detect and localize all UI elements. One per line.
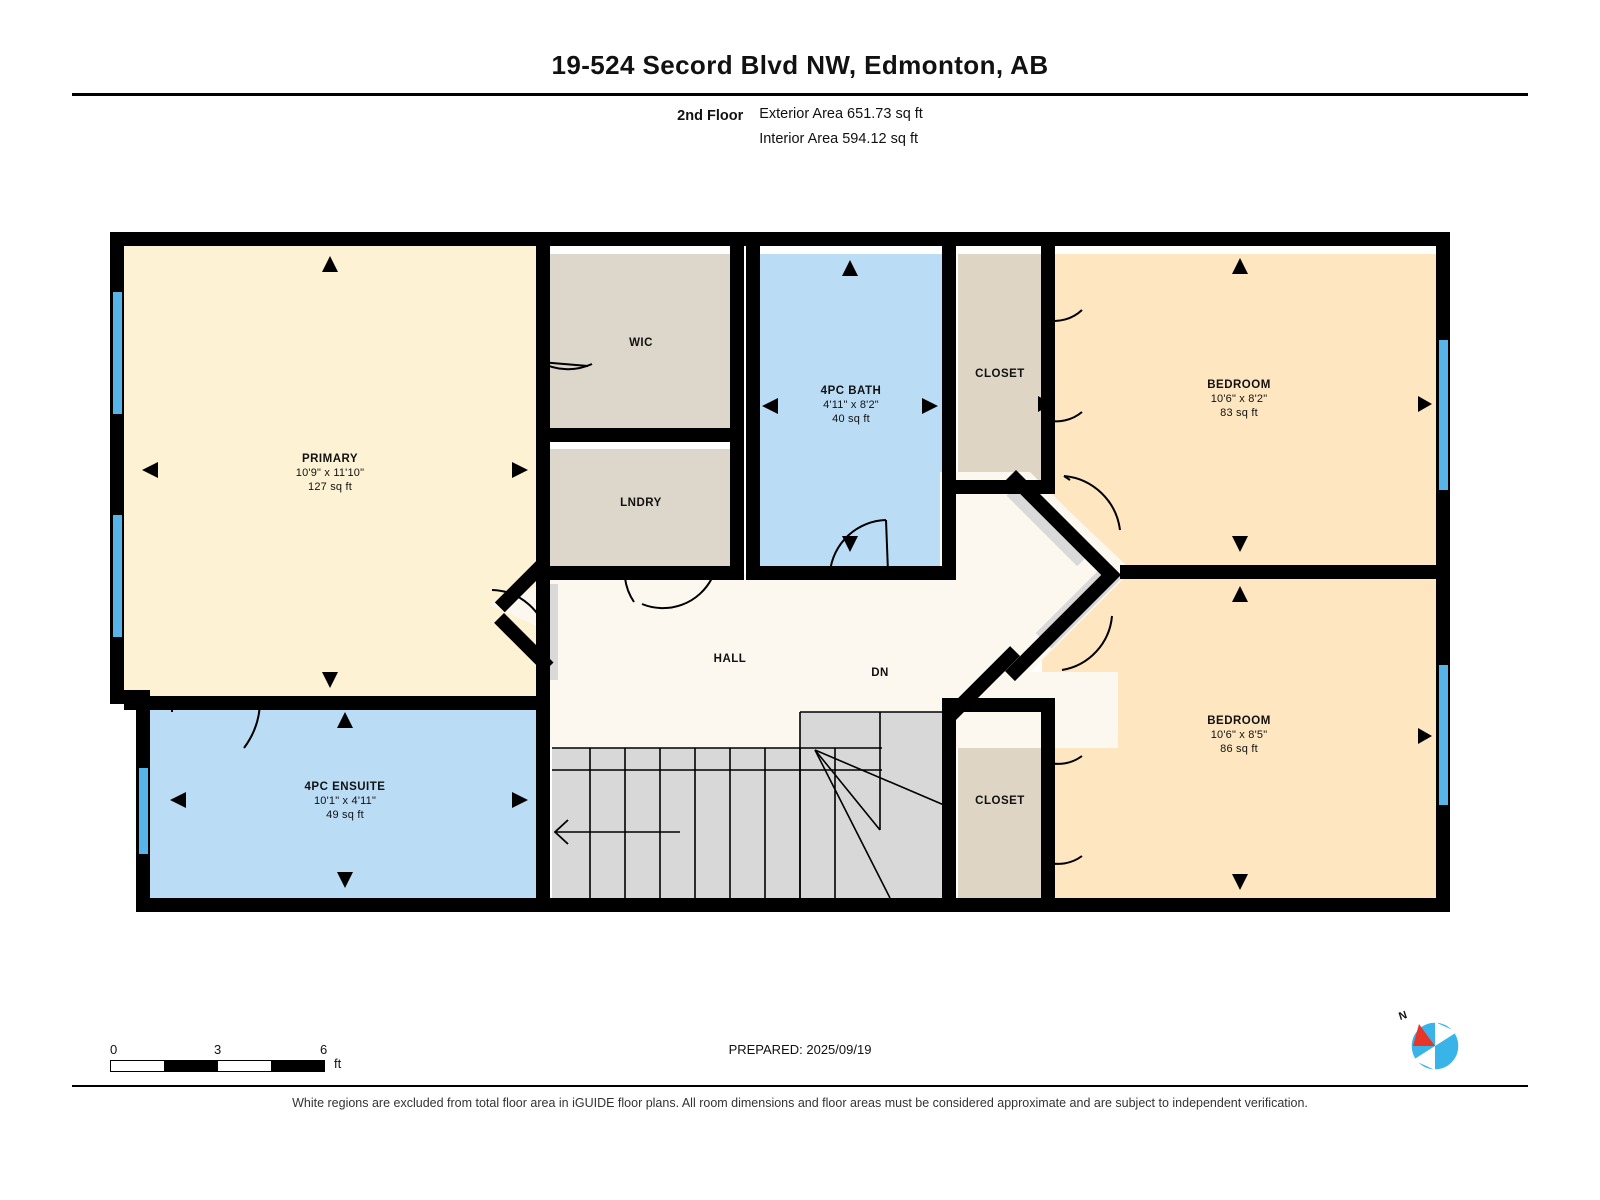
label-ensuite [270, 780, 420, 822]
label-primary-dim: 10'9" x 11'10" [295, 467, 365, 479]
label-hall-name: HALL [713, 653, 747, 665]
page-title: 19-524 Secord Blvd NW, Edmonton, AB [551, 50, 1049, 80]
label-bedroom-lower [1164, 714, 1314, 756]
label-hall [655, 652, 805, 666]
label-closet-lower [925, 794, 1075, 808]
label-stairs-direction [805, 666, 955, 680]
compass-rose [1395, 1010, 1475, 1072]
label-bedroom-upper-dim: 10'6" x 8'2" [1210, 393, 1268, 405]
label-bath-name: 4PC BATH [820, 385, 882, 397]
prepared-date: PREPARED: 2025/09/19 [728, 1042, 872, 1057]
label-lndry-name: LNDRY [620, 497, 662, 509]
disclaimer-text: White regions are excluded from total floor area in iGUIDE floor plans. All room dimensions and floor areas must be considered approximate and are subject to independent verification. [292, 1096, 1308, 1110]
exterior-area: Exterior Area 651.73 sq ft [759, 106, 923, 122]
label-primary-name: PRIMARY [301, 453, 359, 465]
label-wic [566, 336, 716, 350]
label-bedroom-upper [1164, 378, 1314, 420]
label-bath [776, 384, 926, 426]
label-closet-upper [925, 367, 1075, 381]
label-closet-upper-name: CLOSET [975, 368, 1025, 380]
scale-unit: ft [334, 1056, 342, 1071]
label-ensuite-dim: 10'1" x 4'11" [313, 795, 377, 807]
label-bedroom-upper-name: BEDROOM [1207, 379, 1271, 391]
label-ensuite-area: 49 sq ft [326, 809, 364, 821]
label-bath-dim: 4'11" x 8'2" [823, 399, 879, 411]
compass-north-label: N [1397, 1009, 1409, 1023]
label-bath-area: 40 sq ft [832, 413, 870, 425]
label-bedroom-lower-area: 86 sq ft [1220, 743, 1258, 755]
label-bedroom-upper-area: 83 sq ft [1220, 407, 1258, 419]
label-bedroom-lower-name: BEDROOM [1207, 715, 1271, 727]
label-dn: DN [871, 667, 889, 679]
label-bedroom-lower-dim: 10'6" x 8'5" [1210, 729, 1268, 741]
scale-tick-6: 6 [320, 1042, 328, 1057]
label-ensuite-name: 4PC ENSUITE [304, 781, 386, 793]
label-closet-lower-name: CLOSET [975, 795, 1025, 807]
label-primary-area: 127 sq ft [308, 481, 352, 493]
scale-tick-3: 3 [214, 1042, 222, 1057]
interior-area: Interior Area 594.12 sq ft [759, 131, 919, 147]
label-primary [255, 452, 405, 494]
footer-divider [72, 1085, 1528, 1087]
label-wic-name: WIC [629, 337, 653, 349]
label-lndry [566, 496, 716, 510]
scale-tick-0: 0 [110, 1042, 118, 1057]
floor-label: 2nd Floor [677, 108, 744, 124]
